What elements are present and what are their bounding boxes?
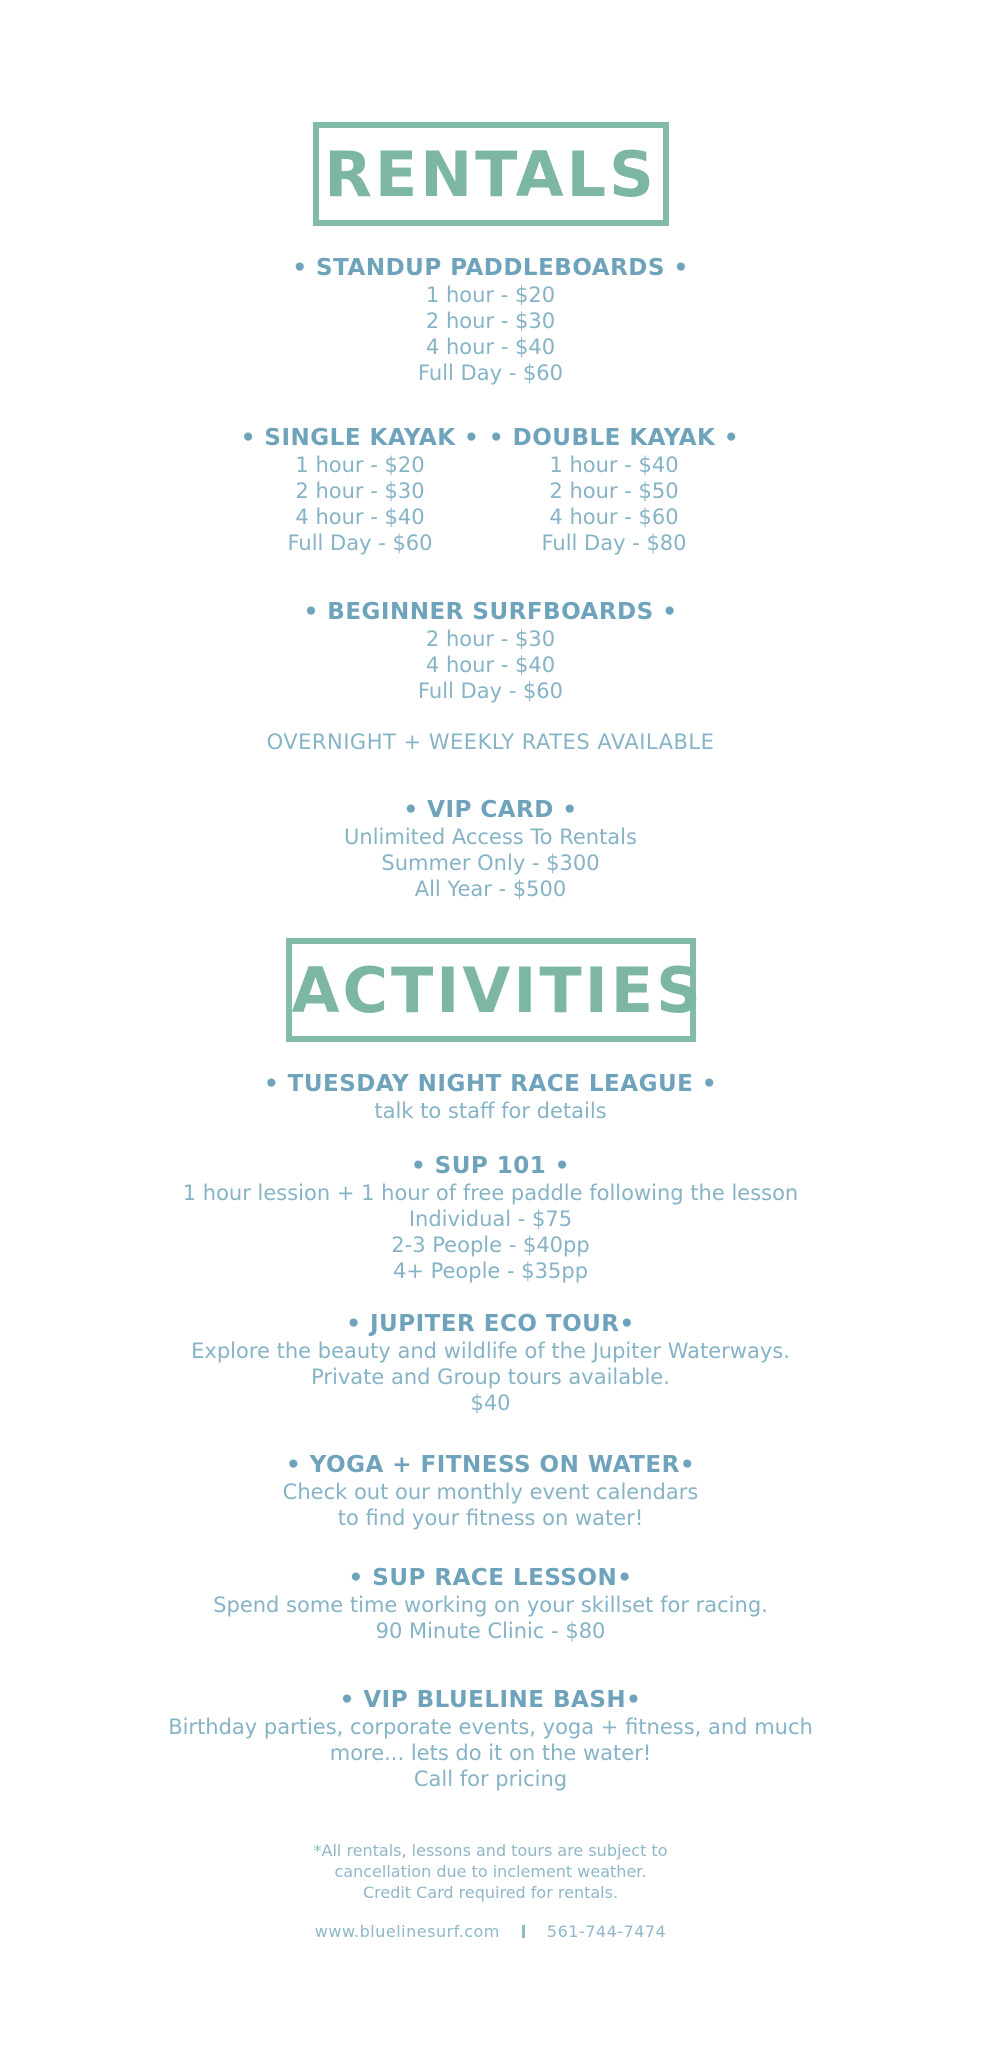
price-line: 1 hour - $20: [425, 283, 556, 307]
detail-line: $40: [470, 1391, 511, 1415]
detail-line: Birthday parties, corporate events, yoga + fitness, and much: [168, 1715, 813, 1739]
section-heading: • VIP BLUELINE BASH•: [339, 1687, 642, 1713]
detail-line: to find your fitness on water!: [337, 1506, 644, 1530]
footnote: [0, 1840, 981, 1903]
price-line: Full Day - $80: [541, 531, 687, 555]
price-line: 4 hour - $40: [425, 335, 556, 359]
price-line: Unlimited Access To Rentals: [344, 825, 637, 849]
price-line: 1 hour - $40: [549, 453, 679, 477]
section-heading: • YOGA + FITNESS ON WATER•: [285, 1452, 696, 1478]
price-line: 4 hour - $60: [549, 505, 679, 529]
price-line: 2 hour - $30: [295, 479, 425, 503]
section-heading: • SUP RACE LESSON•: [348, 1565, 633, 1591]
race-lesson-section: [0, 1564, 981, 1644]
yoga-section: [0, 1451, 981, 1531]
price-line: 1 hour - $20: [295, 453, 425, 477]
section-heading: • SINGLE KAYAK •: [240, 425, 480, 451]
section-heading: • STANDUP PADDLEBOARDS •: [292, 255, 689, 281]
price-line: 2 hour - $30: [425, 627, 556, 651]
detail-line: 1 hour lession + 1 hour of free paddle following the lesson: [182, 1181, 799, 1205]
section-heading: • SUP 101 •: [410, 1153, 571, 1179]
paddleboards-section: [0, 254, 981, 386]
rentals-title: RENTALS: [313, 122, 669, 226]
price-line: All Year - $500: [414, 877, 567, 901]
price-line: 2 hour - $30: [425, 309, 556, 333]
rates-notice: OVERNIGHT + WEEKLY RATES AVAILABLE: [266, 730, 715, 754]
detail-line: Spend some time working on your skillset for racing.: [213, 1593, 768, 1617]
price-line: Full Day - $60: [287, 531, 433, 555]
price-line: 2 hour - $50: [549, 479, 679, 503]
activities-title: ACTIVITIES: [286, 938, 696, 1042]
divider: [522, 1925, 525, 1938]
section-heading: • BEGINNER SURFBOARDS •: [303, 599, 678, 625]
race-league-section: [0, 1070, 981, 1124]
detail-line: 90 Minute Clinic - $80: [375, 1619, 606, 1643]
phone-link[interactable]: 561-744-7474: [546, 1922, 667, 1941]
blueline-bash-section: [0, 1686, 981, 1792]
detail-line: Check out our monthly event calendars: [282, 1480, 699, 1504]
section-heading: • VIP CARD •: [403, 797, 578, 823]
price-line: Full Day - $60: [417, 679, 564, 703]
section-heading: • DOUBLE KAYAK •: [488, 425, 740, 451]
detail-line: talk to staff for details: [374, 1099, 607, 1123]
footnote-line: *All rentals, lessons and tours are subject to: [313, 1841, 668, 1860]
detail-line: Call for pricing: [413, 1767, 568, 1791]
price-line: Full Day - $60: [417, 361, 564, 385]
price-line: Summer Only - $300: [381, 851, 600, 875]
double-kayak-section: [464, 424, 764, 556]
detail-line: more... lets do it on the water!: [329, 1741, 652, 1765]
price-line: 4 hour - $40: [295, 505, 425, 529]
section-heading: • TUESDAY NIGHT RACE LEAGUE •: [263, 1071, 718, 1097]
detail-line: Individual - $75: [408, 1207, 573, 1231]
detail-line: Explore the beauty and wildlife of the Jupiter Waterways.: [191, 1339, 790, 1363]
section-heading: • JUPITER ECO TOUR•: [346, 1311, 635, 1337]
detail-line: 4+ People - $35pp: [392, 1259, 589, 1283]
sup101-section: [0, 1152, 981, 1284]
footnote-line: Credit Card required for rentals.: [362, 1883, 619, 1902]
footer: [0, 1922, 981, 1941]
eco-tour-section: [0, 1310, 981, 1416]
vip-card-section: [0, 796, 981, 902]
detail-line: 2-3 People - $40pp: [391, 1233, 590, 1257]
price-line: 4 hour - $40: [425, 653, 556, 677]
website-link[interactable]: www.bluelinesurf.com: [314, 1922, 500, 1941]
detail-line: Private and Group tours available.: [311, 1365, 670, 1389]
surfboards-section: [0, 598, 981, 704]
footnote-line: cancellation due to inclement weather.: [334, 1862, 647, 1881]
